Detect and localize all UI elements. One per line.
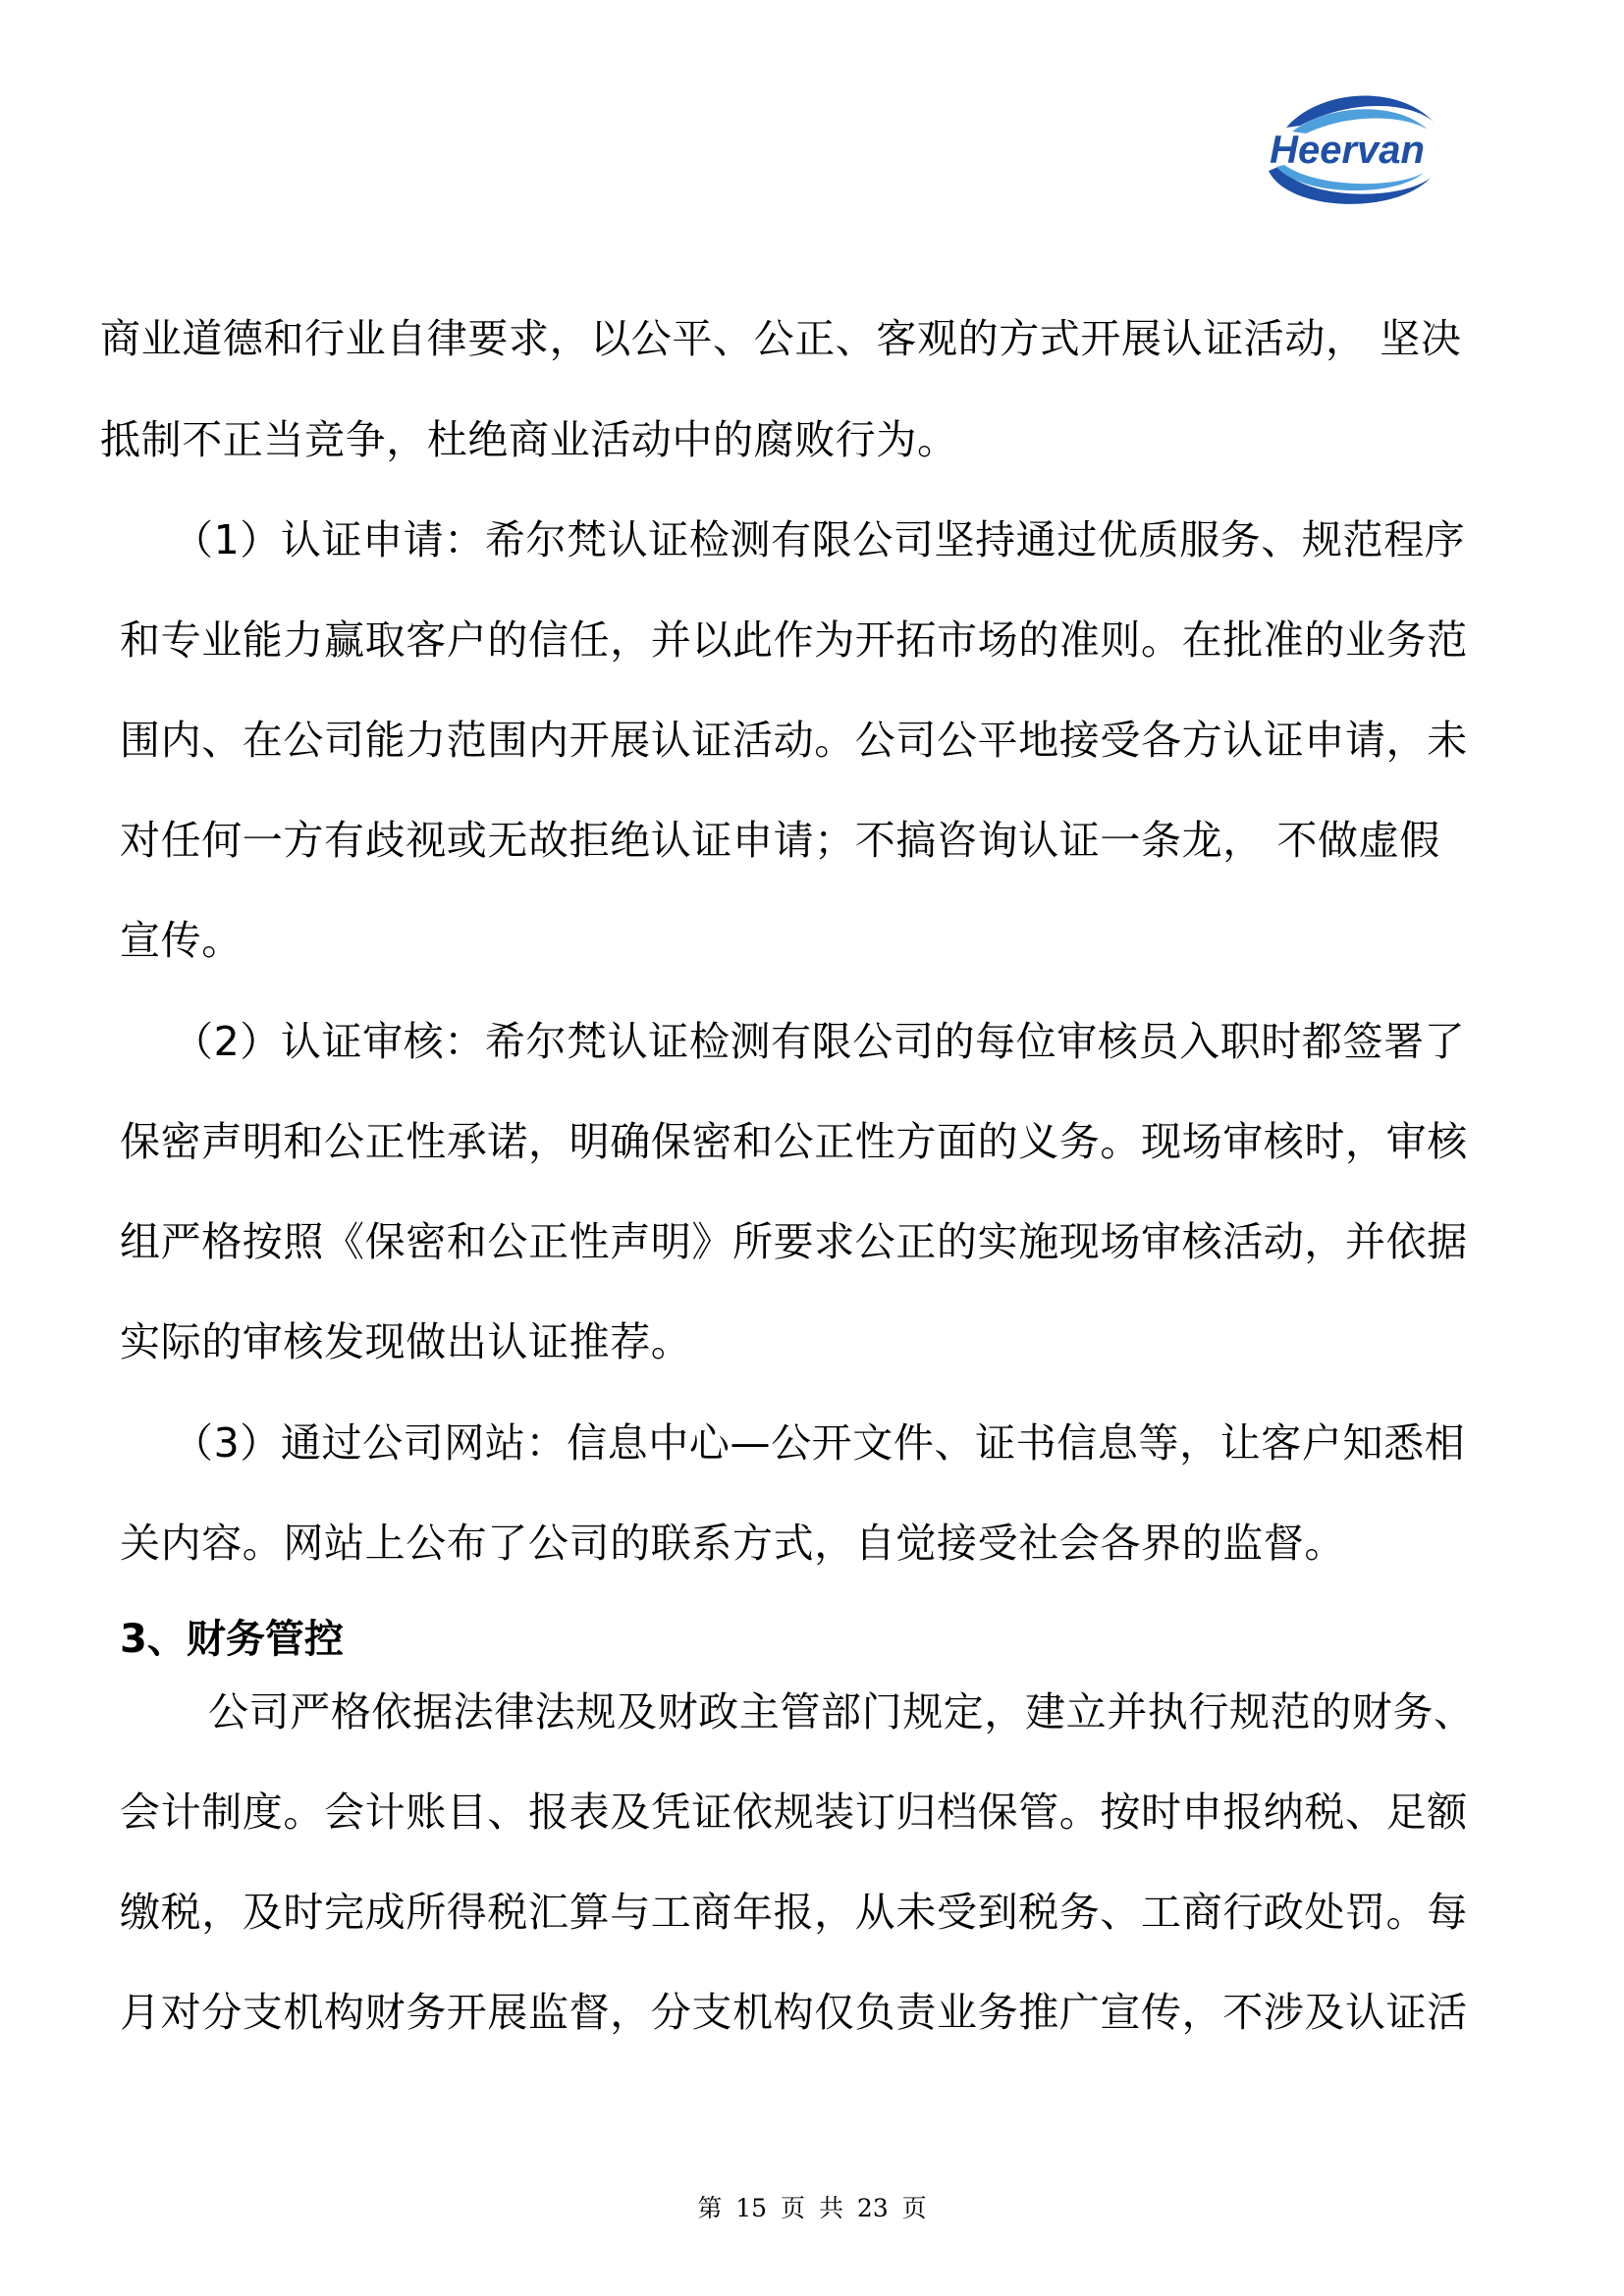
- body-line: 商业道德和行业自律要求，以公平、公正、客观的方式开展认证活动， 坚决: [100, 315, 1462, 362]
- body-line: 会计制度。会计账目、报表及凭证依规装订归档保管。按时申报纳税、足额: [120, 1789, 1468, 1836]
- body-line: 抵制不正当竞争，杜绝商业活动中的腐败行为。: [100, 416, 958, 463]
- body-line: 和专业能力赢取客户的信任，并以此作为开拓市场的准则。在批准的业务范: [120, 616, 1468, 664]
- body-line: 月对分支机构财务开展监督，分支机构仅负责业务推广宣传，不涉及认证活: [120, 1989, 1468, 2036]
- body-line: 组严格按照《保密和公正性声明》所要求公正的实施现场审核活动，并依据: [120, 1218, 1468, 1265]
- body-line: 缴税，及时完成所得税汇算与工商年报，从未受到税务、工商行政处罚。每: [120, 1889, 1468, 1936]
- body-line: 保密声明和公正性承诺，明确保密和公正性方面的义务。现场审核时，审核: [120, 1118, 1468, 1165]
- body-line: （3）通过公司网站：信息中心—公开文件、证书信息等，让客户知悉相: [173, 1419, 1466, 1467]
- body-line: 公司严格依据法律法规及财政主管部门规定，建立并执行规范的财务、: [208, 1688, 1475, 1735]
- page-number-footer: 第 15 页 共 23 页: [697, 2194, 927, 2222]
- body-line: 宣传。: [120, 917, 243, 964]
- body-line: （1）认证申请：希尔梵认证检测有限公司坚持通过优质服务、规范程序: [173, 516, 1466, 563]
- heervan-logo: [1249, 86, 1445, 214]
- body-line: （2）认证审核：希尔梵认证检测有限公司的每位审核员入职时都签署了: [173, 1018, 1466, 1065]
- body-line: 关内容。网站上公布了公司的联系方式，自觉接受社会各界的监督。: [120, 1520, 1345, 1567]
- logo-wordmark: Heervan: [1270, 129, 1425, 172]
- heervan-logo-icon: [1249, 86, 1445, 214]
- section-heading: 3、财务管控: [120, 1617, 344, 1662]
- body-line: 实际的审核发现做出认证推荐。: [120, 1318, 692, 1365]
- body-line: 对任何一方有歧视或无故拒绝认证申请；不搞咨询认证一条龙， 不做虚假: [120, 817, 1440, 864]
- body-line: 围内、在公司能力范围内开展认证活动。公司公平地接受各方认证申请，未: [120, 717, 1468, 764]
